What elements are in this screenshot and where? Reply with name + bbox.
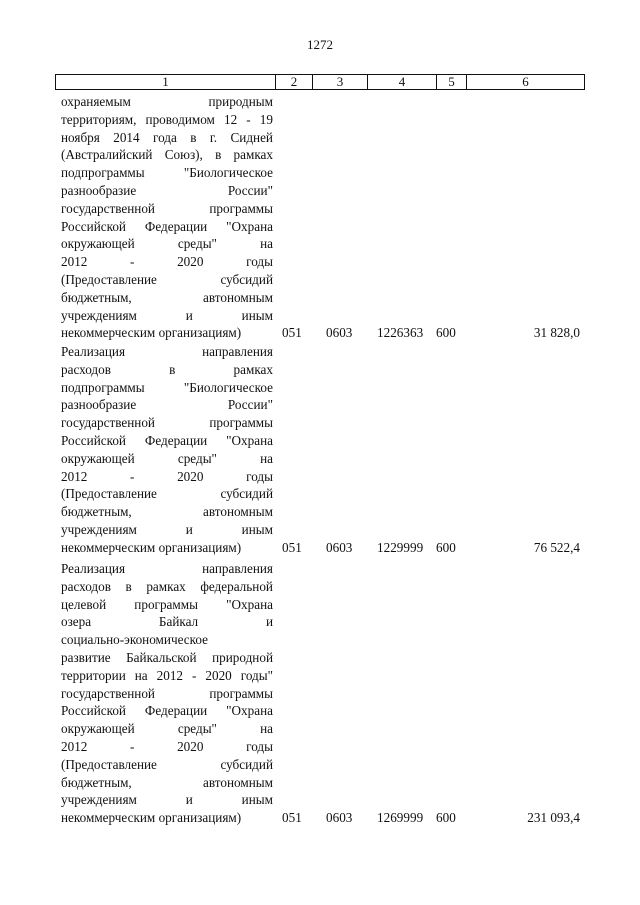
description-line: государственной программы (61, 685, 273, 701)
description-line: некоммерческим организациям) (61, 539, 242, 555)
description-line: 2012 - 2020 годы (61, 738, 273, 754)
ministry-code: 051 (282, 539, 302, 555)
description-line: развитие Байкальской природной (61, 649, 273, 665)
description-line: окружающей среды" на (61, 721, 273, 737)
section-code: 0603 (326, 539, 353, 555)
description-line: учреждениям и иным (61, 792, 273, 808)
description-line: охраняемым природным (61, 94, 273, 109)
description-line: окружающей среды" на (61, 450, 273, 466)
table-header (55, 74, 585, 90)
description-line: (Австралийский Союз), в рамках (61, 147, 273, 163)
ministry-code: 051 (282, 325, 302, 341)
description-line: (Предоставление субсидий (61, 756, 273, 772)
description-line: Российской Федерации "Охрана (61, 703, 273, 719)
header-col-3: 3 (313, 75, 368, 90)
target-item-code: 1229999 (377, 539, 424, 555)
row-description (61, 560, 273, 827)
description-line: учреждениям и иным (61, 307, 273, 323)
header-col-4: 4 (368, 75, 437, 90)
description-line: некоммерческим организациям) (61, 325, 242, 341)
description-line: Российской Федерации "Охрана (61, 218, 273, 234)
description-line: подпрограммы "Биологическое (61, 165, 273, 181)
description-line: бюджетным, автономным (61, 504, 273, 520)
expense-type-code: 600 (436, 810, 456, 826)
section-code: 0603 (326, 810, 353, 826)
expense-type-code: 600 (436, 325, 456, 341)
description-line: территориям, проводимом 12 - 19 (61, 111, 273, 127)
header-col-1: 1 (56, 75, 276, 90)
header-col-5: 5 (437, 75, 467, 90)
description-line: озера Байкал и (61, 614, 273, 630)
description-line: 2012 - 2020 годы (61, 468, 273, 484)
description-line: разнообразие России" (61, 397, 273, 413)
description-line: разнообразие России" (61, 182, 273, 198)
header-col-2: 2 (276, 75, 313, 90)
description-line: некоммерческим организациям) (61, 810, 242, 826)
description-line: государственной программы (61, 200, 273, 216)
row-description (61, 93, 273, 342)
description-line: подпрограммы "Биологическое (61, 379, 273, 395)
description-line: окружающей среды" на (61, 236, 273, 252)
target-item-code: 1269999 (377, 810, 424, 826)
target-item-code: 1226363 (377, 325, 424, 341)
description-line: расходов в рамках федеральной (61, 578, 273, 594)
description-line: бюджетным, автономным (61, 289, 273, 305)
description-line: Реализация направления (61, 344, 273, 359)
description-line: Реализация направления (61, 561, 273, 576)
amount-value: 76 522,4 (533, 539, 580, 555)
description-line: Российской Федерации "Охрана (61, 432, 273, 448)
description-line: ноября 2014 года в г. Сидней (61, 129, 273, 145)
description-line: бюджетным, автономным (61, 774, 273, 790)
ministry-code: 051 (282, 810, 302, 826)
description-line: (Предоставление субсидий (61, 486, 273, 502)
header-col-6: 6 (467, 75, 585, 90)
description-line: расходов в рамках (61, 361, 273, 377)
row-description (61, 343, 273, 557)
description-line: социально-экономическое (61, 632, 208, 648)
page-number: 1272 (307, 37, 333, 52)
description-line: целевой программы "Охрана (61, 596, 273, 612)
description-line: государственной программы (61, 415, 273, 431)
section-code: 0603 (326, 325, 353, 341)
description-line: учреждениям и иным (61, 521, 273, 537)
amount-value: 231 093,4 (527, 810, 580, 826)
expense-type-code: 600 (436, 539, 456, 555)
header-row (56, 75, 585, 90)
description-line: территории на 2012 - 2020 годы" (61, 667, 273, 683)
description-line: (Предоставление субсидий (61, 271, 273, 287)
amount-value: 31 828,0 (533, 325, 580, 341)
description-line: 2012 - 2020 годы (61, 254, 273, 270)
